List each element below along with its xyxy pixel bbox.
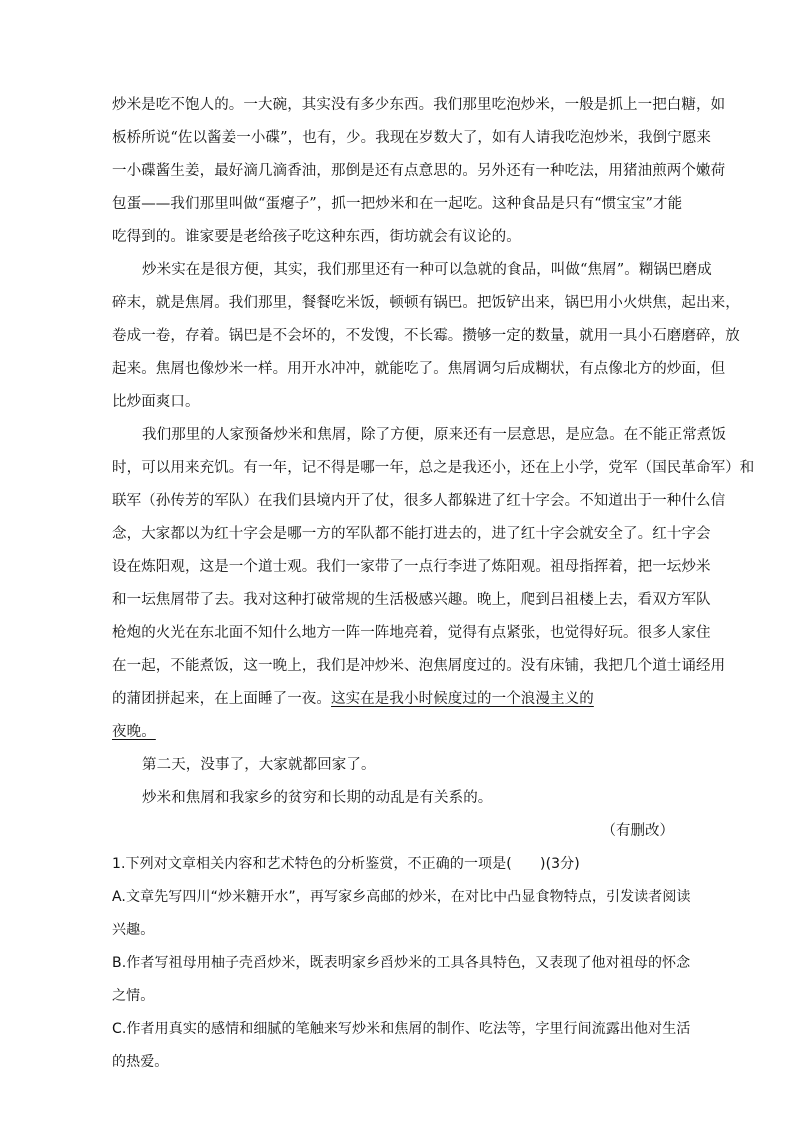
paragraph-line: 炒米实在是很方便，其实，我们那里还有一种可以急就的食品，叫做“焦屑”。糊锅巴磨成 <box>142 262 712 278</box>
paragraph-line: 我们那里的人家预备炒米和焦屑，除了方便，原来还有一层意思，是应急。在不能正常煮饭 <box>142 427 726 443</box>
option-c: C.作者用真实的感情和细腻的笔触来写炒米和焦屑的制作、吃法等，字里行间流露出他对生活 <box>112 1021 691 1037</box>
underlined-sentence-tail: 夜晚。 <box>112 724 156 740</box>
paragraph-line <box>112 689 594 709</box>
paragraph-line <box>112 722 156 742</box>
underlined-sentence: 这实在是我小时候度过的一个浪漫主义的 <box>331 691 594 707</box>
paragraph-line: 比炒面爽口。 <box>112 394 200 410</box>
paragraph-line: 第二天，没事了，大家就都回家了。 <box>142 757 376 773</box>
paragraph-line: 设在炼阳观，这是一个道士观。我们一家带了一点行李进了炼阳观。祖母指挥着，把一坛炒米 <box>112 559 711 575</box>
paragraph-line: 包蛋——我们那里叫做“蛋瘪子”，抓一把炒米和在一起吃。这种食品是只有“惯宝宝”才能 <box>112 196 683 212</box>
question-stem: 1.下列对文章相关内容和艺术特色的分析鉴赏，不正确的一项是( )(3分) <box>112 856 580 872</box>
paragraph-line: 一小碟酱生姜，最好滴几滴香油，那倒是还有点意思的。另外还有一种吃法，用猪油煎两个嫩荷 <box>112 163 726 179</box>
paragraph-line: 炒米是吃不饱人的。一大碗，其实没有多少东西。我们那里吃泡炒米，一般是抓上一把白糖，如 <box>112 97 726 113</box>
option-b: B.作者写祖母用柚子壳舀炒米，既表明家乡舀炒米的工具各具特色，又表现了他对祖母的怀念 <box>112 955 691 971</box>
paragraph-line: 卷成一卷，存着。锅巴是不会坏的，不发馊，不长霉。攒够一定的数量，就用一具小石磨磨碎，放 <box>112 328 740 344</box>
paragraph-line: 联军（孙传芳的军队）在我们县境内开了仗，很多人都躲进了红十字会。不知道出于一种什么信 <box>112 493 726 509</box>
paragraph-line: 时，可以用来充饥。有一年，记不得是哪一年，总之是我还小，还在上小学，党军（国民革命军）和 <box>112 460 755 476</box>
paragraph-line: 炒米和焦屑和我家乡的贫穷和长期的动乱是有关系的。 <box>142 790 493 806</box>
option-c-cont: 的热爱。 <box>112 1054 169 1070</box>
paragraph-line: 和一坛焦屑带了去。我对这种打破常规的生活极感兴趣。晚上，爬到吕祖楼上去，看双方军队 <box>112 592 711 608</box>
paragraph-line: 在一起，不能煮饭，这一晚上，我们是冲炒米、泡焦屑度过的。没有床铺，我把几个道士诵经用 <box>112 658 726 674</box>
paragraph-line: 板桥所说“佐以酱姜一小碟”，也有，少。我现在岁数大了，如有人请我吃泡炒米，我倒宁愿来 <box>112 130 712 146</box>
option-b-cont: 之情。 <box>112 988 155 1004</box>
option-a-cont: 兴趣。 <box>112 922 155 938</box>
paragraph-line: 枪炮的火光在东北面不知什么地方一阵一阵地亮着，觉得有点紧张，也觉得好玩。很多人家住 <box>112 625 711 641</box>
plain-text: 的蒲团拼起来，在上面睡了一夜。 <box>112 691 331 707</box>
paragraph-line: 起来。焦屑也像炒米一样。用开水冲冲，就能吃了。焦屑调匀后成糊状，有点像北方的炒面，但 <box>112 361 726 377</box>
paragraph-line: 碎末，就是焦屑。我们那里，餐餐吃米饭，顿顿有锅巴。把饭铲出来，锅巴用小火烘焦，起出来， <box>112 295 740 311</box>
paragraph-line: 吃得到的。谁家要是老给孩子吃这种东西，街坊就会有议论的。 <box>112 229 521 245</box>
option-a: A.文章先写四川“炒米糖开水”，再写家乡高邮的炒米，在对比中凸显食物特点，引发读者阅读 <box>112 889 691 905</box>
paragraph-line: 念，大家都以为红十字会是哪一方的军队都不能打进去的，进了红十字会就安全了。红十字会 <box>112 526 711 542</box>
source-note: （有删改） <box>601 823 674 839</box>
